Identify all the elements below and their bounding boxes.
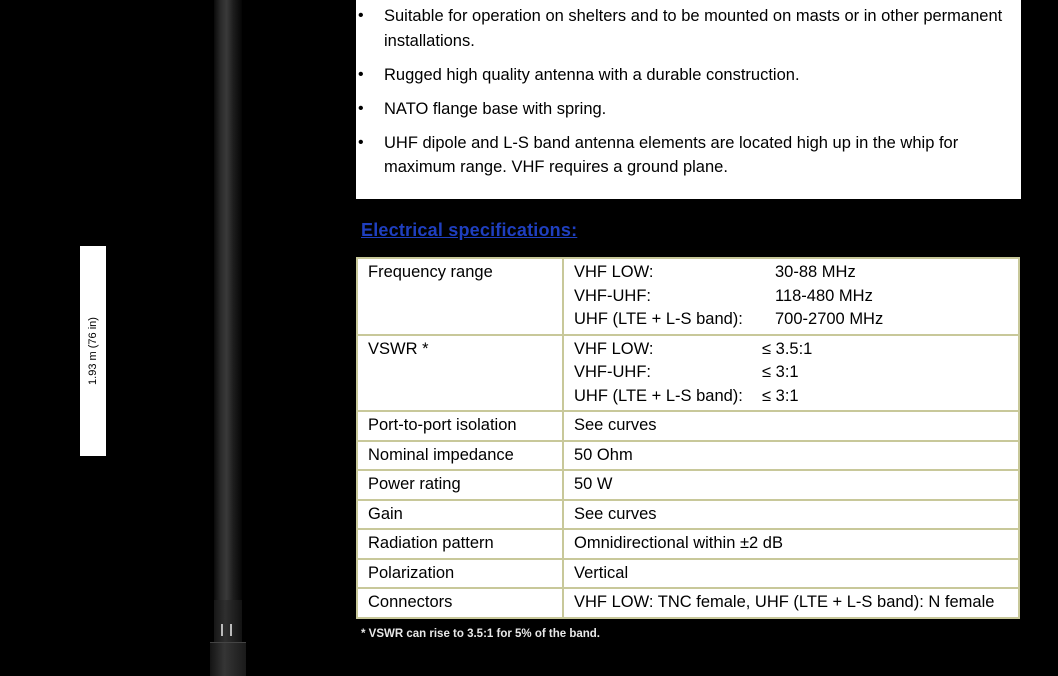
spec-value: Vertical <box>563 559 1019 589</box>
antenna-base-image <box>210 642 246 676</box>
table-row <box>357 588 1019 618</box>
spec-value: See curves <box>563 500 1019 530</box>
feature-item: • UHF dipole and L-S band antenna elements are located high up in the whip for maximum range. VHF requires a ground plane. <box>356 131 1007 180</box>
antenna-whip-image <box>214 0 242 675</box>
table-row <box>357 559 1019 589</box>
spec-value: VHF LOW: ≤ 3.5:1 VHF-UHF: ≤ 3:1 UHF (LTE + L-S band): ≤ 3:1 <box>563 335 1019 412</box>
spec-label: VSWR * <box>357 335 563 412</box>
spec-label: Power rating <box>357 470 563 500</box>
spec-label: Port-to-port isolation <box>357 411 563 441</box>
bullet-icon: • <box>358 7 364 24</box>
feature-item: • NATO flange base with spring. <box>356 97 1007 122</box>
height-label: 1.93 m (76 in) <box>87 317 99 385</box>
spec-value: See curves <box>563 411 1019 441</box>
table-row <box>357 258 1019 335</box>
bullet-icon: • <box>358 133 364 151</box>
spec-label: Gain <box>357 500 563 530</box>
table-row <box>357 529 1019 559</box>
footnote: * VSWR can rise to 3.5:1 for 5% of the band. <box>361 628 600 640</box>
table-row <box>357 500 1019 530</box>
antenna-logo-icon <box>221 624 232 636</box>
spec-label: Radiation pattern <box>357 529 563 559</box>
spec-value: VHF LOW: 30-88 MHz VHF-UHF: 118-480 MHz UHF (LTE + L-S band): 700-2700 MHz <box>563 258 1019 335</box>
table-row <box>357 441 1019 471</box>
section-title: Electrical specifications: <box>361 220 578 240</box>
spec-label: Connectors <box>357 588 563 618</box>
feature-item: • Suitable for operation on shelters and to be mounted on masts or in other permanent installations. <box>356 4 1007 53</box>
feature-list <box>356 4 1007 180</box>
spec-table <box>356 257 1020 619</box>
spec-value: Omnidirectional within ±2 dB <box>563 529 1019 559</box>
spec-value: 50 Ohm <box>563 441 1019 471</box>
spec-label: Polarization <box>357 559 563 589</box>
spec-label: Nominal impedance <box>357 441 563 471</box>
table-row <box>357 470 1019 500</box>
table-row <box>357 411 1019 441</box>
feature-list-box <box>356 0 1021 199</box>
height-label-box <box>80 246 106 456</box>
spec-label: Frequency range <box>357 258 563 335</box>
spec-value: 50 W <box>563 470 1019 500</box>
spec-value: VHF LOW: TNC female, UHF (LTE + L-S band): N female <box>563 588 1019 618</box>
feature-item: • Rugged high quality antenna with a durable construction. <box>356 63 1007 88</box>
table-row <box>357 335 1019 412</box>
bullet-icon: • <box>358 99 364 117</box>
bullet-icon: • <box>358 65 364 83</box>
